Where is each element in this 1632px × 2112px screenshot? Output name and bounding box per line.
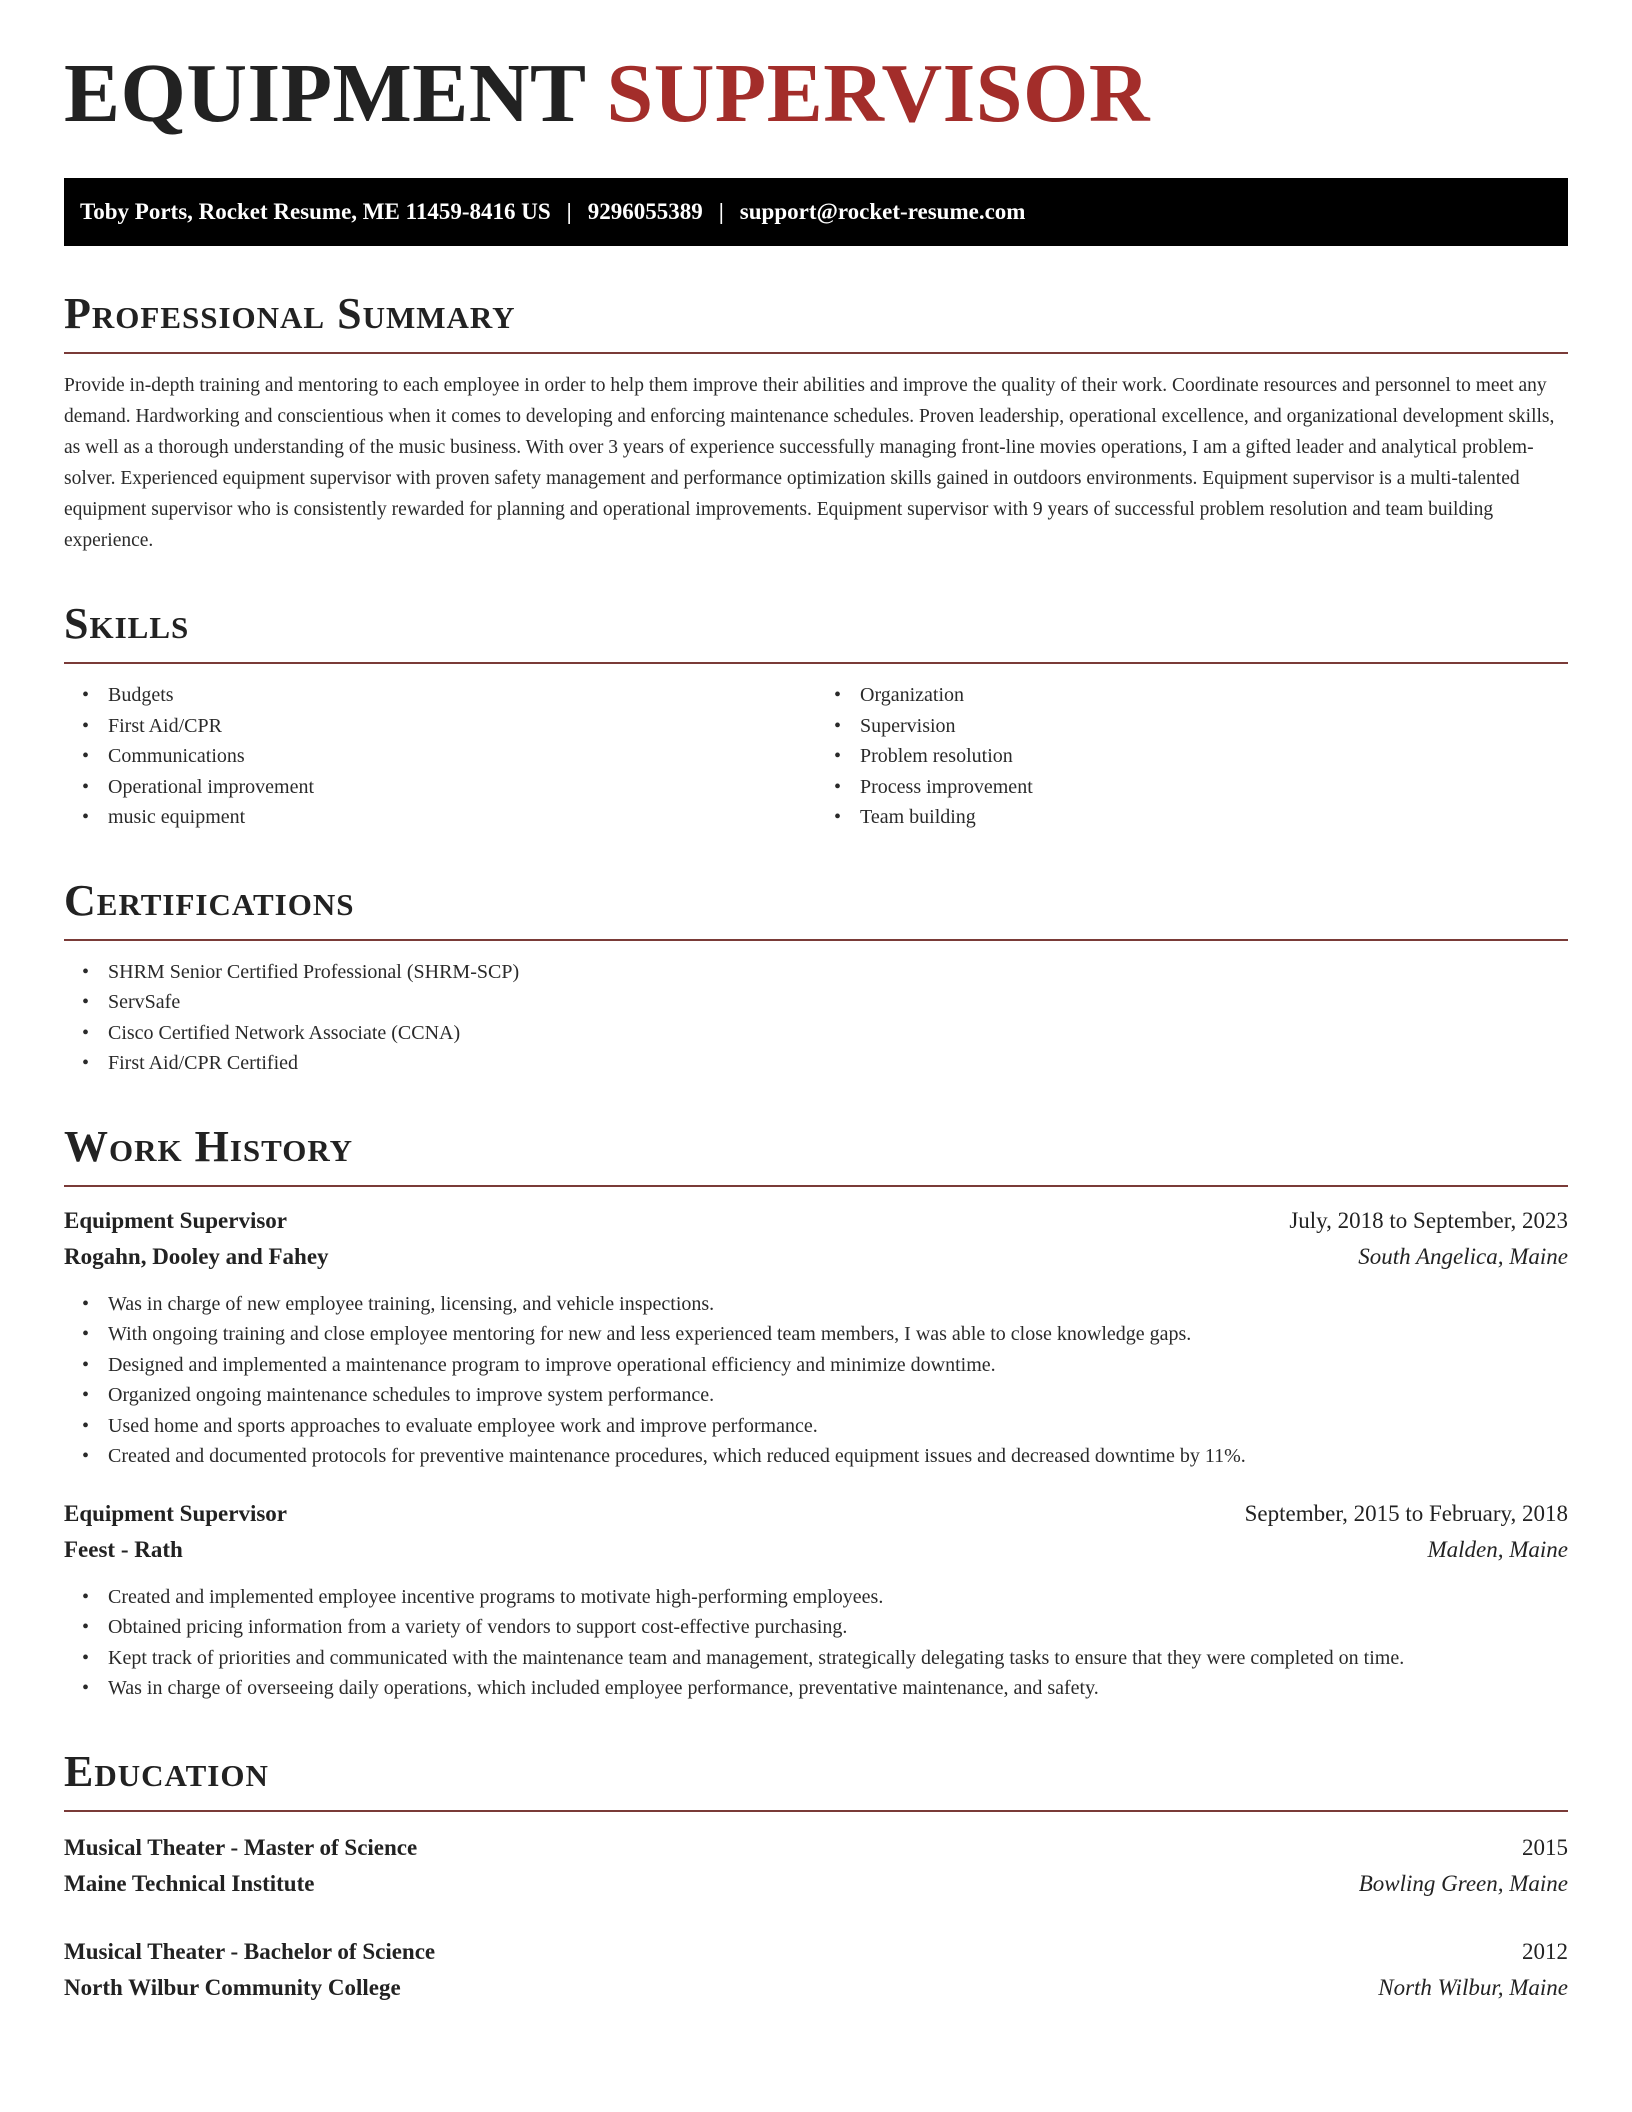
job-bullet: • Was in charge of overseeing daily operations, which included employee performance, preventative maintenance, and safety. (108, 1673, 1568, 1704)
contact-separator: | (566, 199, 572, 224)
certifications-list (64, 957, 1568, 1079)
job-title-row (64, 1496, 1568, 1532)
skill-item: • Operational improvement (108, 772, 816, 803)
section-heading-certifications: Certifications (64, 875, 355, 925)
education-degree: Musical Theater - Master of Science (64, 1834, 418, 1860)
education-school-row (64, 1970, 1568, 2006)
job-entry (64, 1203, 1568, 1472)
job-bullets (64, 1289, 1568, 1472)
skill-item: • First Aid/CPR (108, 711, 816, 742)
section-divider (64, 352, 1568, 354)
contact-separator: | (718, 199, 724, 224)
education-degree-row (64, 1830, 1568, 1866)
contact-bar (64, 178, 1568, 246)
job-bullet: • Kept track of priorities and communicated with the maintenance team and management, strategically delegating tasks to ensure that they were completed on time. (108, 1643, 1568, 1674)
job-bullet: • Was in charge of new employee training, licensing, and vehicle inspections. (108, 1289, 1568, 1320)
job-company-row (64, 1239, 1568, 1275)
education-school: Maine Technical Institute (64, 1870, 315, 1896)
section-heading-skills: Skills (64, 599, 190, 648)
job-location: South Angelica, Maine (1358, 1243, 1568, 1269)
skill-item: • Process improvement (860, 772, 1568, 803)
section-heading-education: Education (64, 1746, 269, 1796)
section-heading-work-history: Work History (64, 1121, 354, 1171)
job-company-row (64, 1532, 1568, 1568)
certification-item: • First Aid/CPR Certified (108, 1048, 1568, 1079)
contact-phone[interactable]: 9296055389 (587, 199, 703, 224)
skills-list-right (816, 680, 1568, 833)
job-bullet: • Obtained pricing information from a variety of vendors to support cost-effective purchasing. (108, 1612, 1568, 1643)
job-bullet: • Used home and sports approaches to evaluate employee work and improve performance. (108, 1411, 1568, 1442)
title-part-2: SUPERVISOR (606, 47, 1151, 140)
section-divider (64, 1810, 1568, 1812)
job-company: Feest - Rath (64, 1536, 183, 1562)
skill-item: • Communications (108, 741, 816, 772)
job-bullets (64, 1582, 1568, 1704)
job-entry (64, 1496, 1568, 1704)
job-company: Rogahn, Dooley and Fahey (64, 1243, 329, 1269)
job-location: Malden, Maine (1427, 1536, 1568, 1562)
certification-item: • SHRM Senior Certified Professional (SHRM-SCP) (108, 957, 1568, 988)
education-year: 2012 (1522, 1938, 1568, 1964)
education-entry (64, 1934, 1568, 2006)
summary-text: Provide in-depth training and mentoring to each employee in order to help them improve their abilities and improve the quality of their work. Coordinate resources and personnel to meet any demand. Hardworking and conscientious when it comes to developing and enforcing maintenance schedules. Proven leadership, operational excellence, and organizational development skills, as well as a thorough understanding of the music business. With over 3 years of experience successfully managing front-line movies operations, I am a gifted leader and analytical problem-solver. Experienced equipment supervisor with proven safety management and performance optimization skills gained in outdoors environments. Equipment supervisor is a multi-talented equipment supervisor who is consistently rewarded for planning and operational improvements. Equipment supervisor with 9 years of successful problem resolution and team building experience. (64, 375, 1555, 551)
certification-item: • ServSafe (108, 987, 1568, 1018)
skills-grid (64, 664, 1568, 833)
skill-item: • Supervision (860, 711, 1568, 742)
certification-item: • Cisco Certified Network Associate (CCNA) (108, 1018, 1568, 1049)
job-bullet: • Designed and implemented a maintenance program to improve operational efficiency and minimize downtime. (108, 1350, 1568, 1381)
title-part-1: EQUIPMENT (64, 47, 586, 140)
job-title-row (64, 1203, 1568, 1239)
education-school: North Wilbur Community College (64, 1974, 401, 2000)
section-divider (64, 1185, 1568, 1187)
job-bullet: • Created and documented protocols for preventive maintenance procedures, which reduced equipment issues and decreased downtime by 11%. (108, 1441, 1568, 1472)
contact-email[interactable]: support@rocket-resume.com (739, 199, 1026, 224)
skill-item: • music equipment (108, 802, 816, 833)
education-school-row (64, 1866, 1568, 1902)
education-location: Bowling Green, Maine (1358, 1870, 1568, 1896)
page-title (64, 47, 1568, 140)
education-degree-row (64, 1934, 1568, 1970)
education-year: 2015 (1522, 1834, 1568, 1860)
section-heading-summary: Professional Summary (64, 289, 516, 338)
section-divider (64, 939, 1568, 941)
job-bullet: • With ongoing training and close employee mentoring for new and less experienced team members, I was able to close knowledge gaps. (108, 1319, 1568, 1350)
job-dates: September, 2015 to February, 2018 (1244, 1500, 1568, 1526)
job-bullet: • Created and implemented employee incentive programs to motivate high-performing employees. (108, 1582, 1568, 1613)
skill-item: • Organization (860, 680, 1568, 711)
contact-address: Toby Ports, Rocket Resume, ME 11459-8416 US (80, 199, 551, 224)
job-title: Equipment Supervisor (64, 1207, 288, 1233)
education-degree: Musical Theater - Bachelor of Science (64, 1938, 436, 1964)
job-title: Equipment Supervisor (64, 1500, 288, 1526)
education-location: North Wilbur, Maine (1378, 1974, 1568, 2000)
education-entry (64, 1830, 1568, 1902)
skill-item: • Team building (860, 802, 1568, 833)
skills-list-left (64, 680, 816, 833)
skill-item: • Problem resolution (860, 741, 1568, 772)
skill-item: • Budgets (108, 680, 816, 711)
job-dates: July, 2018 to September, 2023 (1289, 1207, 1568, 1233)
job-bullet: • Organized ongoing maintenance schedules to improve system performance. (108, 1380, 1568, 1411)
